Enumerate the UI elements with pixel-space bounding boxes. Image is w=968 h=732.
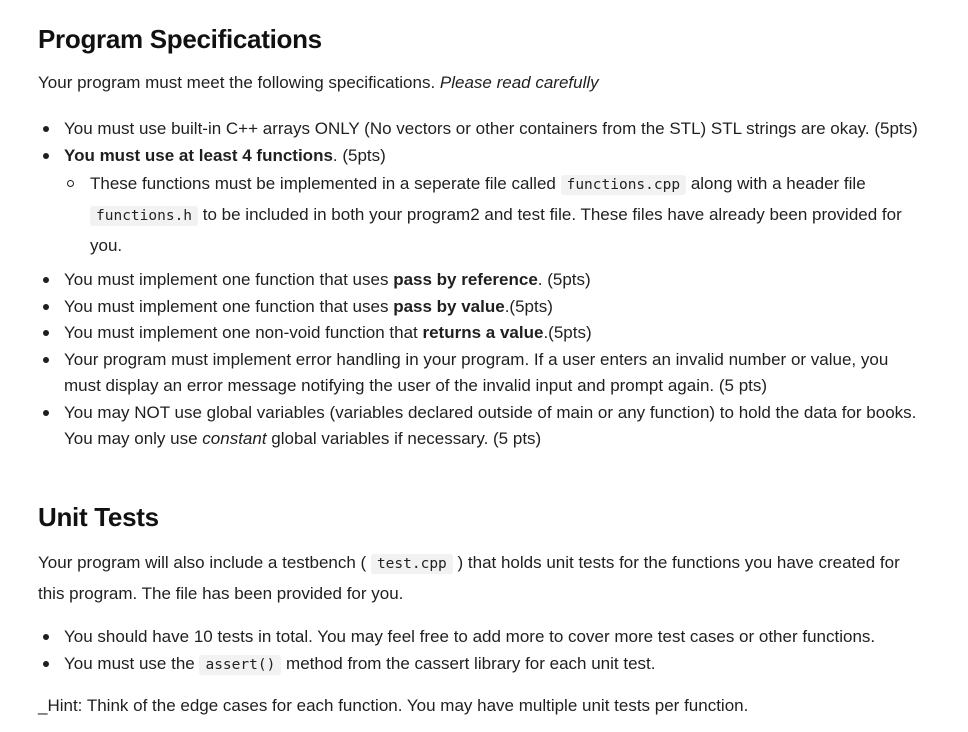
list-item — [38, 116, 928, 143]
item-bold: pass by reference — [393, 270, 538, 289]
item-text: .(5pts) — [543, 323, 592, 342]
code-assert: assert() — [199, 655, 281, 675]
list-item — [38, 294, 928, 321]
unit-intro — [38, 548, 928, 609]
list-item — [38, 267, 928, 294]
item-text: . (5pts) — [332, 145, 386, 165]
list-item — [38, 347, 928, 400]
item-text: along with a header file — [686, 174, 866, 193]
sub-list-item — [64, 169, 928, 261]
item-italic: constant — [202, 429, 267, 448]
item-text: You must implement one non-void function that — [64, 323, 423, 342]
item-text: . (5pts) — [537, 270, 591, 289]
spec-intro-emphasis: Please read carefully — [439, 73, 599, 92]
sub-list — [64, 169, 928, 261]
unit-list — [38, 624, 928, 678]
list-item — [38, 320, 928, 347]
spec-intro-text: Your program must meet the following specifications. — [38, 73, 440, 92]
list-item — [38, 400, 928, 453]
item-text: .(5pts) — [504, 296, 553, 316]
unit-intro-text: Your program will also include a testbench ( — [38, 553, 371, 572]
item-bold: returns a value — [422, 323, 544, 342]
item-text: You must use built-in C++ arrays ONLY (No vectors or other containers from the STL) STL strings are okay. (5pts) — [64, 119, 918, 138]
list-item — [38, 624, 928, 651]
item-text: method from the cassert library for each unit test. — [281, 653, 656, 673]
item-text: These functions must be implemented in a seperate file called — [90, 174, 561, 193]
item-text: Your program must implement error handling in your program. If a user enters an invalid number or value, you must display an error message notifying the user of the invalid input and prompt again. (5 pts) — [64, 349, 889, 395]
item-text: You must implement one function that uses — [64, 296, 394, 316]
unit-intro-text: ) that holds unit tests for the functions you have created for this program. The file has been provided for you. — [38, 553, 900, 603]
spec-intro — [38, 68, 928, 98]
code-test-cpp: test.cpp — [371, 554, 453, 574]
item-bold: You must use at least 4 functions — [64, 145, 333, 165]
item-text: global variables if necessary. (5 pts) — [266, 429, 542, 448]
section-title-program-specifications: Program Specifications — [38, 24, 322, 54]
code-functions-h: functions.h — [90, 206, 198, 226]
spec-list — [38, 116, 928, 453]
hint-text: _Hint: Think of the edge cases for each function. You may have multiple unit tests per function. — [38, 696, 749, 715]
item-text: You should have 10 tests in total. You may feel free to add more to cover more test cases or other functions. — [64, 627, 876, 646]
item-text: You may NOT use global variables (variables declared outside of main or any function) to hold the data for books. You may only use — [64, 402, 917, 448]
item-text: You must implement one function that uses — [64, 270, 394, 289]
item-bold: pass by value — [393, 296, 505, 316]
code-functions-cpp: functions.cpp — [561, 175, 687, 195]
list-item — [38, 651, 928, 679]
section-title-unit-tests: Unit Tests — [38, 502, 159, 532]
item-text: You must use the — [64, 653, 200, 673]
item-text: to be included in both your program2 and test file. These files have already been provided for you. — [90, 205, 902, 255]
list-item — [38, 143, 928, 262]
